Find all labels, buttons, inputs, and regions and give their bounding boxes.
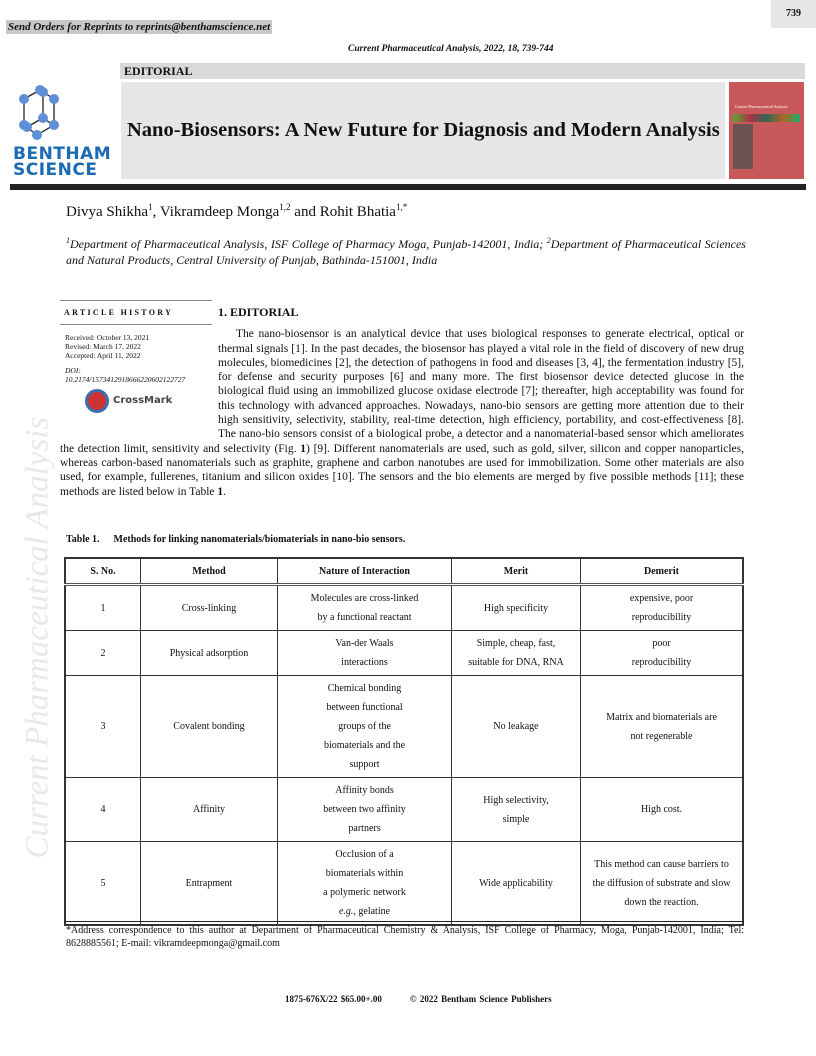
- table-row: [65, 676, 743, 778]
- table-cell: 5: [65, 842, 141, 926]
- copyright: © 2022 Bentham Science Publishers: [409, 994, 552, 1004]
- crossmark-icon: [85, 389, 109, 413]
- table-cell: Molecules are cross-linked by a functional reactant: [278, 585, 452, 631]
- table-cell: Entrapment: [141, 842, 278, 926]
- header-divider: [10, 184, 806, 190]
- footnote-divider: [64, 921, 744, 922]
- journal-volume: 18: [507, 44, 518, 54]
- cover-image-strip: [733, 114, 800, 122]
- article-title: Nano-Biosensors: A New Future for Diagnosis and Modern Analysis: [127, 119, 720, 141]
- affiliations: $^1$Department of Pharmaceutical Analysis, ISF College of Pharmacy Moga, Punjab-142001, India; $^2$Department of Pharmaceutical Sciences and Natural Products, Central University of Punjab, Bathinda-151001, India: [66, 236, 746, 267]
- copyright-line: [285, 994, 580, 1004]
- figure-ref[interactable]: 1: [300, 442, 306, 455]
- author-list: Divya Shikha$^1$, Vikramdeep Monga$^{1,2}$ and Rohit Bhatia$^{1,*}$: [66, 202, 408, 220]
- journal-name: Current Pharmaceutical Analysis: [348, 44, 480, 54]
- table-cell: Van-der Waals interactions: [278, 631, 452, 676]
- column-header: Nature of Interaction: [278, 558, 452, 585]
- journal-cover: [729, 82, 804, 179]
- doi-label: DOI:: [65, 366, 81, 376]
- journal-watermark: Current Pharmaceutical Analysis: [19, 416, 56, 859]
- table-row: [65, 842, 743, 926]
- table-row: [65, 778, 743, 842]
- table-header-row: [65, 558, 743, 585]
- author: Vikramdeep Monga: [159, 204, 280, 220]
- table-cell: expensive, poor reproducibility: [581, 585, 744, 631]
- author: Divya Shikha: [66, 204, 149, 220]
- table-cell: Matrix and biomaterials are not regenerable: [581, 676, 744, 778]
- molecule-icon: [10, 82, 116, 146]
- table-cell: Occlusion of a biomaterials within a polymeric network e.g., gelatine: [278, 842, 452, 926]
- methods-table: [64, 557, 744, 926]
- table-ref[interactable]: 1: [217, 485, 224, 498]
- journal-reference: [348, 44, 554, 54]
- article-body: [60, 300, 744, 499]
- crossmark-button[interactable]: CrossMark: [85, 389, 212, 413]
- revised-date: Revised: March 17, 2022: [65, 342, 141, 352]
- table-cell: High specificity: [452, 585, 581, 631]
- table-cell: Affinity: [141, 778, 278, 842]
- article-history-heading: ARTICLE HISTORY: [64, 308, 174, 317]
- journal-year: , 2022,: [479, 44, 508, 54]
- received-date: Received: October 13, 2021: [65, 333, 150, 343]
- doi-link[interactable]: 10.2174/1573412918666220602122727: [65, 375, 186, 385]
- table-cell: Wide applicability: [452, 842, 581, 926]
- author: Rohit Bhatia: [319, 204, 396, 220]
- table-cell: 3: [65, 676, 141, 778]
- table-row: [65, 631, 743, 676]
- cover-title: Current Pharmaceutical Analysis: [735, 104, 788, 109]
- journal-pages: , 739-744: [517, 44, 554, 54]
- issn-price: 1875-676X/22 $65.00+.00: [285, 994, 382, 1004]
- table-cell: No leakage: [452, 676, 581, 778]
- section-heading: 1. EDITORIAL: [218, 305, 299, 319]
- table-cell: Cross-linking: [141, 585, 278, 631]
- reprint-notice: Send Orders for Reprints to reprints@benthamscience.net: [8, 21, 271, 33]
- cover-image: [733, 124, 753, 169]
- column-header: Merit: [452, 558, 581, 585]
- bentham-logo: [10, 82, 116, 182]
- body-paragraph: The nano-biosensor is an analytical device that uses biological responses to generate electrical, optical or thermal signals [1]. In the past decades, the biosensor has played a vital role in the field of discovery of new drug molecules, biomedicines [2], the detection of pathogens in food and diseases [3, 4], the fermentation industry [5], for defense and security purposes [6] and many more. The first biosensor device detected glucose in the biological fluid using an immobilized glucose oxidase electrode [7]; thereafter, high acceptability was found for this technology with advanced approaches. Nowadays, nano-bio sensors are getting more attention due to their high sensitivity, selectivity, stability, real-time detection, high efficiency, portability, and cost-effectiveness [8]. The nano-bio sensors consist of a biological probe, a detector and a nanomaterial-based sensor which ameliorates the detection limit, sensitivity and selectivity (Fig. 1) [9]. Different nanomaterials are used, such as gold, silver, silicon and copper nanoparticles, whereas carbon-based nanomaterials such as graphite, graphene and carbon nanotubes are used for immobilization. Some other materials are also used, for example, fullerenes, titanium and silicon oxides [10]. The sensors and the bio elements are merged by five possible methods [11]; these methods are listed below in Table 1.: [60, 328, 744, 498]
- column-header: Method: [141, 558, 278, 585]
- logo-line-2: SCIENCE: [13, 160, 98, 180]
- column-header: Demerit: [581, 558, 744, 585]
- table-row: [65, 585, 743, 631]
- table-cell: 1: [65, 585, 141, 631]
- table-cell: Affinity bonds between two affinity partners: [278, 778, 452, 842]
- table-caption: Table 1. Methods for linking nanomaterials/biomaterials in nano-bio sensors.: [66, 534, 406, 545]
- accepted-date: Accepted: April 11, 2022: [65, 351, 141, 361]
- table-cell: High selectivity, simple: [452, 778, 581, 842]
- column-header: S. No.: [65, 558, 141, 585]
- table-cell: This method can cause barriers to the diffusion of substrate and slow down the reaction.: [581, 842, 744, 926]
- table-cell: High cost.: [581, 778, 744, 842]
- table-cell: Simple, cheap, fast, suitable for DNA, RNA: [452, 631, 581, 676]
- table-cell: poor reproducibility: [581, 631, 744, 676]
- page-number: 739: [771, 0, 816, 28]
- section-label: EDITORIAL: [120, 63, 805, 79]
- table-cell: 2: [65, 631, 141, 676]
- table-cell: Covalent bonding: [141, 676, 278, 778]
- title-box: [121, 82, 725, 179]
- article-history: [60, 300, 212, 428]
- logo-line-1: BENTHAM: [13, 144, 112, 164]
- table-cell: Chemical bonding between functional groups of the biomaterials and the support: [278, 676, 452, 778]
- table-cell: Physical adsorption: [141, 631, 278, 676]
- correspondence-footnote: *Address correspondence to this author at Department of Pharmaceutical Chemistry & Analysis, ISF College of Pharmacy, Moga, Punjab-142001, India; Tel: 8628885561; E-mail: vikramdeepmonga@gmail.com: [66, 925, 744, 949]
- table-cell: 4: [65, 778, 141, 842]
